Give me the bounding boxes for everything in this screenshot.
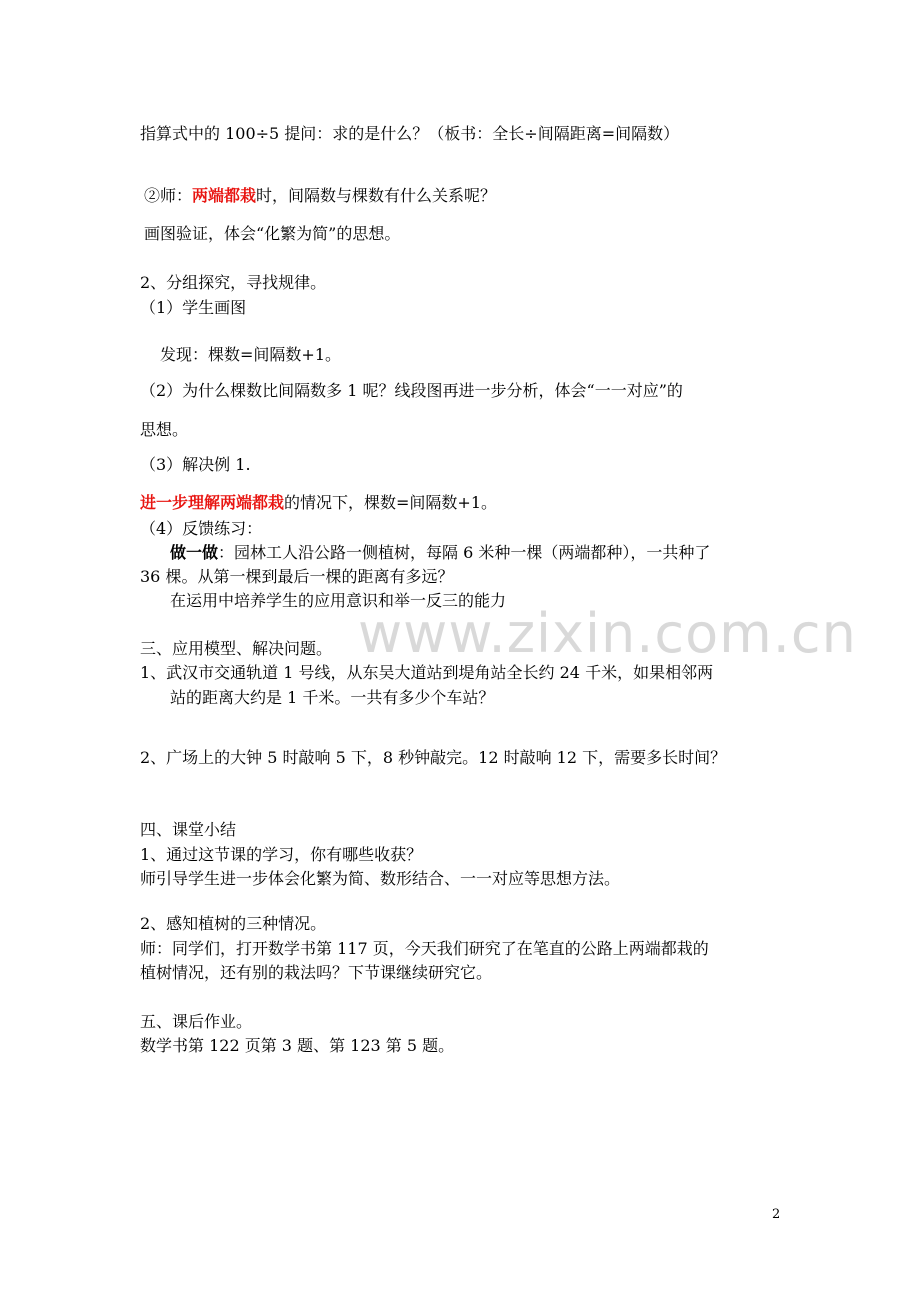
text-line: 站的距离大约是 1 千米。一共有多少个车站？ <box>170 688 495 707</box>
text-line <box>140 493 497 513</box>
text-line: 思想。 <box>140 420 189 439</box>
section-heading: 四、课堂小结 <box>140 820 237 839</box>
text-line: 2、感知植树的三种情况。 <box>140 914 327 933</box>
text-segment: ：园林工人沿公路一侧植树，每隔 6 米种一棵（两端都种），一共种了 <box>218 543 711 562</box>
text-line: 师引导学生进一步体会化繁为简、数形结合、一一对应等思想方法。 <box>140 869 621 888</box>
watermark: www.zixin.com.cn <box>358 602 857 665</box>
text-line: 数学书第 122 页第 3 题、第 123 第 5 题。 <box>140 1036 455 1055</box>
text-line <box>144 186 496 206</box>
highlight-text: 两端都栽 <box>192 186 257 205</box>
text-line: 画图验证，体会“化繁为简”的思想。 <box>144 224 401 243</box>
page-number: 2 <box>772 1207 781 1222</box>
text-segment: 的情况下，棵数=间隔数+1。 <box>284 493 498 512</box>
bold-label: 做一做 <box>170 543 219 562</box>
text-line: 师：同学们，打开数学书第 117 页，今天我们研究了在笔直的公路上两端都栽的 <box>140 939 709 958</box>
section-heading: 2、分组探究，寻找规律。 <box>140 273 327 292</box>
text-segment: ②师： <box>144 186 193 205</box>
text-line: 发现：棵数=间隔数+1。 <box>160 345 341 364</box>
text-line: （3）解决例 1. <box>140 455 251 474</box>
text-line <box>170 543 710 563</box>
text-segment: 时，间隔数与棵数有什么关系呢？ <box>256 186 497 205</box>
text-line: 2、广场上的大钟 5 时敲响 5 下，8 秒钟敲完。12 时敲响 12 下，需要多长时间？ <box>140 748 727 767</box>
text-line: 36 棵。从第一棵到最后一棵的距离有多远？ <box>140 567 454 586</box>
text-line: 指算式中的 100÷5 提问：求的是什么？（板书：全长÷间隔距离=间隔数） <box>140 124 680 143</box>
text-line: （4）反馈练习： <box>140 519 263 538</box>
text-line: 植树情况，还有别的栽法吗？下节课继续研究它。 <box>140 963 493 982</box>
text-line: 1、武汉市交通轨道 1 号线，从东吴大道站到堤角站全长约 24 千米，如果相邻两 <box>140 663 714 682</box>
section-heading: 三、应用模型、解决问题。 <box>140 639 333 658</box>
text-line: （2）为什么棵数比间隔数多 1 呢？线段图再进一步分析，体会“一一对应”的 <box>140 381 683 400</box>
text-line: （1）学生画图 <box>140 298 247 317</box>
highlight-text: 进一步理解两端都栽 <box>140 493 285 512</box>
text-line: 在运用中培养学生的应用意识和举一反三的能力 <box>170 591 507 610</box>
section-heading: 五、课后作业。 <box>140 1012 253 1031</box>
text-line: 1、通过这节课的学习，你有哪些收获？ <box>140 845 423 864</box>
